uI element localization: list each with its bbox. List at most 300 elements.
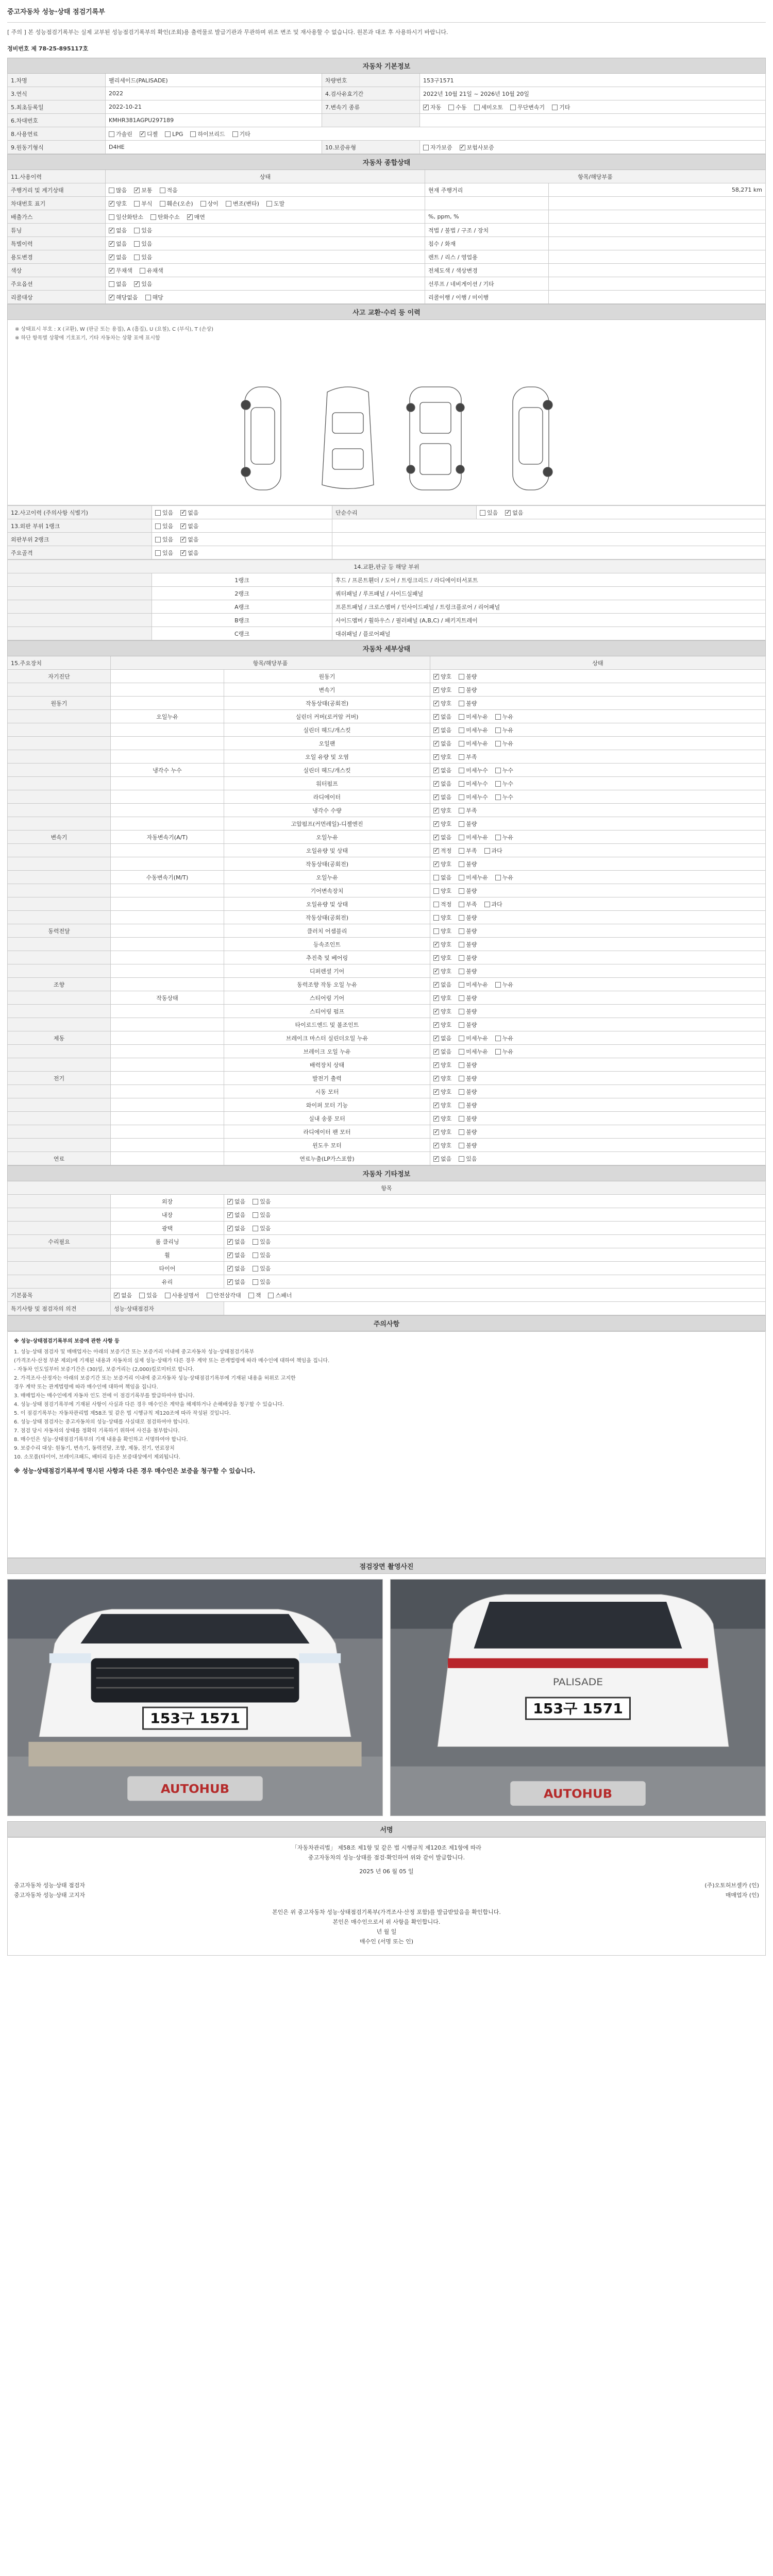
option-1[interactable]	[459, 1061, 477, 1069]
checkbox-icon[interactable]	[433, 674, 439, 680]
checkbox-icon[interactable]	[433, 835, 439, 840]
checkbox-icon[interactable]	[109, 228, 114, 233]
checkbox-icon[interactable]	[459, 1049, 464, 1055]
checkbox-icon[interactable]	[433, 982, 439, 988]
option-0[interactable]	[433, 873, 451, 882]
option-1[interactable]	[459, 860, 477, 868]
option-1[interactable]	[253, 1224, 271, 1232]
option-0[interactable]	[433, 1007, 451, 1015]
option-2[interactable]	[484, 846, 502, 855]
option-1[interactable]	[459, 1047, 488, 1056]
checkbox-icon[interactable]	[165, 1293, 171, 1298]
option-1[interactable]	[459, 1034, 488, 1042]
option-0[interactable]	[433, 793, 451, 801]
checkbox-icon[interactable]	[180, 510, 186, 516]
checkbox-icon[interactable]	[495, 714, 501, 720]
option-3[interactable]	[200, 199, 219, 208]
option-0[interactable]	[433, 1114, 451, 1123]
checkbox-icon[interactable]	[459, 995, 464, 1001]
option-0[interactable]	[109, 293, 138, 301]
option-1[interactable]	[459, 940, 477, 948]
option-0[interactable]	[433, 967, 451, 975]
option-1[interactable]	[459, 913, 477, 922]
checkbox-icon[interactable]	[459, 928, 464, 934]
checkbox-icon[interactable]	[227, 1266, 233, 1272]
option-1[interactable]	[134, 199, 152, 208]
checkbox-icon[interactable]	[510, 105, 516, 110]
checkbox-icon[interactable]	[433, 1116, 439, 1122]
checkbox-icon[interactable]	[459, 821, 464, 827]
checkbox-icon[interactable]	[114, 1293, 120, 1298]
checkbox-icon[interactable]	[433, 1049, 439, 1055]
option-0[interactable]	[433, 726, 451, 734]
option-5[interactable]	[268, 1291, 292, 1299]
option-0[interactable]	[227, 1251, 245, 1259]
checkbox-icon[interactable]	[433, 955, 439, 961]
checkbox-icon[interactable]	[226, 201, 231, 207]
option-0[interactable]	[433, 699, 451, 707]
checkbox-icon[interactable]	[268, 1293, 274, 1298]
checkbox-icon[interactable]	[134, 255, 140, 260]
checkbox-icon[interactable]	[433, 1089, 439, 1095]
option-0[interactable]	[227, 1211, 245, 1219]
option-1[interactable]	[459, 1074, 477, 1082]
checkbox-icon[interactable]	[433, 808, 439, 814]
checkbox-icon[interactable]	[459, 687, 464, 693]
option-2[interactable]	[160, 199, 193, 208]
checkbox-icon[interactable]	[253, 1266, 258, 1272]
option-1[interactable]	[253, 1264, 271, 1273]
option-4[interactable]	[226, 199, 259, 208]
checkbox-icon[interactable]	[109, 131, 114, 137]
checkbox-icon[interactable]	[459, 969, 464, 974]
option-2[interactable]	[484, 900, 502, 908]
option-1[interactable]	[459, 980, 488, 989]
checkbox-icon[interactable]	[495, 741, 501, 747]
checkbox-icon[interactable]	[433, 848, 439, 854]
checkbox-icon[interactable]	[227, 1199, 233, 1205]
checkbox-icon[interactable]	[140, 131, 145, 137]
option-0[interactable]	[423, 103, 441, 111]
option-0[interactable]	[433, 1128, 451, 1136]
option-1[interactable]	[139, 1291, 157, 1299]
checkbox-icon[interactable]	[459, 1156, 464, 1162]
option-0[interactable]	[433, 833, 451, 841]
checkbox-icon[interactable]	[484, 902, 490, 907]
option-0[interactable]	[109, 253, 127, 261]
option-1[interactable]	[134, 226, 152, 234]
option-0[interactable]	[227, 1197, 245, 1206]
checkbox-icon[interactable]	[459, 1129, 464, 1135]
option-0[interactable]	[109, 280, 127, 288]
option-2[interactable]	[165, 131, 183, 138]
checkbox-icon[interactable]	[480, 510, 485, 516]
option-1[interactable]	[459, 967, 477, 975]
checkbox-icon[interactable]	[459, 1089, 464, 1095]
option-0[interactable]	[227, 1278, 245, 1286]
option-0[interactable]	[433, 672, 451, 681]
checkbox-icon[interactable]	[459, 955, 464, 961]
option-0[interactable]	[433, 1088, 451, 1096]
option-1[interactable]	[459, 793, 488, 801]
checkbox-icon[interactable]	[459, 861, 464, 867]
option-1[interactable]	[180, 535, 198, 544]
checkbox-icon[interactable]	[109, 255, 114, 260]
checkbox-icon[interactable]	[433, 794, 439, 800]
checkbox-icon[interactable]	[433, 1022, 439, 1028]
option-1[interactable]	[459, 699, 477, 707]
checkbox-icon[interactable]	[139, 1293, 145, 1298]
option-0[interactable]	[433, 1141, 451, 1149]
checkbox-icon[interactable]	[207, 1293, 212, 1298]
checkbox-icon[interactable]	[474, 105, 480, 110]
option-1[interactable]	[459, 726, 488, 734]
checkbox-icon[interactable]	[227, 1252, 233, 1258]
checkbox-icon[interactable]	[266, 201, 272, 207]
option-1[interactable]	[459, 820, 477, 828]
option-0[interactable]	[433, 806, 451, 815]
option-1[interactable]	[180, 522, 198, 530]
checkbox-icon[interactable]	[134, 201, 140, 207]
checkbox-icon[interactable]	[150, 214, 156, 220]
checkbox-icon[interactable]	[227, 1226, 233, 1231]
checkbox-icon[interactable]	[253, 1212, 258, 1218]
checkbox-icon[interactable]	[433, 995, 439, 1001]
checkbox-icon[interactable]	[248, 1293, 254, 1298]
option-1[interactable]	[134, 280, 152, 288]
checkbox-icon[interactable]	[155, 550, 161, 556]
checkbox-icon[interactable]	[459, 741, 464, 747]
option-0[interactable]	[433, 739, 451, 748]
option-1[interactable]	[150, 213, 180, 221]
checkbox-icon[interactable]	[459, 1062, 464, 1068]
option-0[interactable]	[433, 1061, 451, 1069]
option-1[interactable]	[459, 1007, 477, 1015]
checkbox-icon[interactable]	[433, 915, 439, 921]
checkbox-icon[interactable]	[433, 861, 439, 867]
checkbox-icon[interactable]	[459, 1116, 464, 1122]
checkbox-icon[interactable]	[253, 1239, 258, 1245]
checkbox-icon[interactable]	[109, 188, 114, 193]
option-0[interactable]	[433, 913, 451, 922]
option-1[interactable]	[459, 753, 477, 761]
checkbox-icon[interactable]	[459, 982, 464, 988]
checkbox-icon[interactable]	[134, 188, 140, 193]
option-2[interactable]	[495, 1047, 513, 1056]
option-0[interactable]	[433, 766, 451, 774]
option-1[interactable]	[459, 954, 477, 962]
option-1[interactable]	[459, 779, 488, 788]
option-4[interactable]	[248, 1291, 261, 1299]
checkbox-icon[interactable]	[140, 268, 145, 274]
checkbox-icon[interactable]	[433, 821, 439, 827]
checkbox-icon[interactable]	[433, 1156, 439, 1162]
option-0[interactable]	[433, 686, 451, 694]
option-1[interactable]	[253, 1278, 271, 1286]
checkbox-icon[interactable]	[433, 701, 439, 706]
option-2[interactable]	[187, 213, 205, 221]
checkbox-icon[interactable]	[433, 1036, 439, 1041]
checkbox-icon[interactable]	[459, 701, 464, 706]
option-1[interactable]	[253, 1251, 271, 1259]
option-1[interactable]	[459, 1141, 477, 1149]
option-3[interactable]	[510, 103, 545, 111]
checkbox-icon[interactable]	[253, 1226, 258, 1231]
checkbox-icon[interactable]	[433, 714, 439, 720]
option-2[interactable]	[495, 739, 513, 748]
checkbox-icon[interactable]	[253, 1199, 258, 1205]
option-1[interactable]	[180, 509, 198, 517]
option-0[interactable]	[433, 954, 451, 962]
option-0[interactable]	[433, 887, 451, 895]
option-1[interactable]	[459, 1021, 477, 1029]
option-0[interactable]	[433, 1047, 451, 1056]
option-1[interactable]	[253, 1197, 271, 1206]
checkbox-icon[interactable]	[109, 295, 114, 300]
option-1[interactable]	[459, 766, 488, 774]
checkbox-icon[interactable]	[495, 1036, 501, 1041]
option-1[interactable]	[459, 686, 477, 694]
option-0[interactable]	[227, 1264, 245, 1273]
checkbox-icon[interactable]	[495, 835, 501, 840]
checkbox-icon[interactable]	[433, 781, 439, 787]
checkbox-icon[interactable]	[423, 105, 429, 110]
option-0[interactable]	[109, 266, 132, 275]
option-1[interactable]	[459, 806, 477, 815]
option-1[interactable]	[134, 240, 152, 248]
checkbox-icon[interactable]	[459, 875, 464, 880]
option-1[interactable]	[448, 103, 466, 111]
checkbox-icon[interactable]	[484, 848, 490, 854]
checkbox-icon[interactable]	[495, 727, 501, 733]
checkbox-icon[interactable]	[423, 145, 429, 150]
option-0[interactable]	[109, 130, 132, 138]
checkbox-icon[interactable]	[459, 1076, 464, 1081]
checkbox-icon[interactable]	[109, 201, 114, 207]
checkbox-icon[interactable]	[433, 1009, 439, 1014]
option-0[interactable]	[227, 1238, 245, 1246]
checkbox-icon[interactable]	[459, 808, 464, 814]
option-1[interactable]	[459, 739, 488, 748]
option-0[interactable]	[109, 186, 127, 194]
option-0[interactable]	[480, 509, 498, 517]
checkbox-icon[interactable]	[109, 214, 114, 220]
option-0[interactable]	[155, 535, 173, 544]
checkbox-icon[interactable]	[227, 1279, 233, 1285]
option-2[interactable]	[495, 1034, 513, 1042]
checkbox-icon[interactable]	[459, 1022, 464, 1028]
option-0[interactable]	[433, 1021, 451, 1029]
option-2[interactable]	[495, 793, 513, 801]
checkbox-icon[interactable]	[433, 1076, 439, 1081]
option-0[interactable]	[109, 199, 127, 208]
checkbox-icon[interactable]	[134, 241, 140, 247]
checkbox-icon[interactable]	[180, 523, 186, 529]
option-0[interactable]	[423, 143, 452, 151]
checkbox-icon[interactable]	[495, 875, 501, 880]
checkbox-icon[interactable]	[180, 537, 186, 543]
checkbox-icon[interactable]	[433, 741, 439, 747]
option-2[interactable]	[495, 713, 513, 721]
checkbox-icon[interactable]	[109, 281, 114, 287]
option-0[interactable]	[433, 980, 451, 989]
option-0[interactable]	[433, 1155, 451, 1163]
checkbox-icon[interactable]	[134, 228, 140, 233]
checkbox-icon[interactable]	[109, 268, 114, 274]
option-1[interactable]	[459, 833, 488, 841]
option-0[interactable]	[433, 900, 451, 908]
option-1[interactable]	[459, 1114, 477, 1123]
option-0[interactable]	[227, 1224, 245, 1232]
option-2[interactable]	[495, 833, 513, 841]
option-2[interactable]	[495, 779, 513, 788]
checkbox-icon[interactable]	[459, 727, 464, 733]
checkbox-icon[interactable]	[459, 835, 464, 840]
checkbox-icon[interactable]	[459, 1036, 464, 1041]
option-0[interactable]	[433, 820, 451, 828]
option-1[interactable]	[459, 887, 477, 895]
checkbox-icon[interactable]	[187, 214, 193, 220]
option-2[interactable]	[165, 1291, 199, 1299]
checkbox-icon[interactable]	[109, 241, 114, 247]
option-1[interactable]	[460, 143, 494, 151]
option-0[interactable]	[433, 779, 451, 788]
checkbox-icon[interactable]	[459, 714, 464, 720]
option-0[interactable]	[155, 509, 173, 517]
option-1[interactable]	[134, 186, 152, 194]
checkbox-icon[interactable]	[495, 781, 501, 787]
checkbox-icon[interactable]	[433, 969, 439, 974]
checkbox-icon[interactable]	[165, 131, 171, 137]
checkbox-icon[interactable]	[160, 201, 165, 207]
checkbox-icon[interactable]	[253, 1252, 258, 1258]
option-0[interactable]	[155, 522, 173, 530]
checkbox-icon[interactable]	[155, 523, 161, 529]
option-1[interactable]	[459, 873, 488, 882]
option-0[interactable]	[433, 753, 451, 761]
checkbox-icon[interactable]	[459, 888, 464, 894]
checkbox-icon[interactable]	[459, 768, 464, 773]
checkbox-icon[interactable]	[227, 1212, 233, 1218]
checkbox-icon[interactable]	[227, 1239, 233, 1245]
option-1[interactable]	[459, 672, 477, 681]
option-1[interactable]	[459, 1155, 477, 1163]
checkbox-icon[interactable]	[495, 982, 501, 988]
option-1[interactable]	[459, 1088, 477, 1096]
option-2[interactable]	[495, 726, 513, 734]
option-0[interactable]	[433, 940, 451, 948]
option-0[interactable]	[433, 860, 451, 868]
option-1[interactable]	[505, 509, 523, 517]
checkbox-icon[interactable]	[552, 105, 558, 110]
option-3[interactable]	[207, 1291, 241, 1299]
option-2[interactable]	[160, 186, 178, 194]
checkbox-icon[interactable]	[459, 902, 464, 907]
option-0[interactable]	[155, 549, 173, 557]
checkbox-icon[interactable]	[459, 1103, 464, 1108]
option-0[interactable]	[433, 1101, 451, 1109]
option-0[interactable]	[433, 994, 451, 1002]
option-0[interactable]	[433, 846, 451, 855]
option-0[interactable]	[433, 927, 451, 935]
checkbox-icon[interactable]	[460, 145, 465, 150]
checkbox-icon[interactable]	[459, 754, 464, 760]
checkbox-icon[interactable]	[155, 537, 161, 543]
option-1[interactable]	[134, 253, 152, 261]
option-1[interactable]	[459, 713, 488, 721]
checkbox-icon[interactable]	[160, 188, 165, 193]
option-1[interactable]	[459, 1128, 477, 1136]
checkbox-icon[interactable]	[459, 848, 464, 854]
checkbox-icon[interactable]	[433, 888, 439, 894]
checkbox-icon[interactable]	[495, 794, 501, 800]
option-0[interactable]	[114, 1291, 132, 1299]
checkbox-icon[interactable]	[459, 915, 464, 921]
checkbox-icon[interactable]	[448, 105, 454, 110]
checkbox-icon[interactable]	[155, 510, 161, 516]
checkbox-icon[interactable]	[495, 768, 501, 773]
checkbox-icon[interactable]	[253, 1279, 258, 1285]
option-0[interactable]	[433, 713, 451, 721]
option-1[interactable]	[459, 1101, 477, 1109]
checkbox-icon[interactable]	[145, 295, 151, 300]
checkbox-icon[interactable]	[433, 902, 439, 907]
checkbox-icon[interactable]	[433, 768, 439, 773]
checkbox-icon[interactable]	[495, 1049, 501, 1055]
checkbox-icon[interactable]	[459, 794, 464, 800]
option-0[interactable]	[109, 226, 127, 234]
checkbox-icon[interactable]	[459, 942, 464, 947]
checkbox-icon[interactable]	[232, 131, 238, 137]
option-1[interactable]	[459, 927, 477, 935]
checkbox-icon[interactable]	[433, 942, 439, 947]
checkbox-icon[interactable]	[459, 1009, 464, 1014]
checkbox-icon[interactable]	[459, 1143, 464, 1148]
option-0[interactable]	[433, 1074, 451, 1082]
option-1[interactable]	[140, 130, 158, 138]
option-1[interactable]	[253, 1211, 271, 1219]
checkbox-icon[interactable]	[134, 281, 140, 287]
option-4[interactable]	[552, 103, 570, 111]
option-1[interactable]	[140, 266, 163, 275]
checkbox-icon[interactable]	[433, 1103, 439, 1108]
option-1[interactable]	[180, 549, 198, 557]
checkbox-icon[interactable]	[433, 1129, 439, 1135]
checkbox-icon[interactable]	[433, 928, 439, 934]
checkbox-icon[interactable]	[190, 131, 196, 137]
option-1[interactable]	[459, 994, 477, 1002]
checkbox-icon[interactable]	[433, 1062, 439, 1068]
checkbox-icon[interactable]	[459, 674, 464, 680]
option-4[interactable]	[232, 130, 250, 138]
checkbox-icon[interactable]	[505, 510, 511, 516]
checkbox-icon[interactable]	[433, 687, 439, 693]
option-1[interactable]	[459, 846, 477, 855]
checkbox-icon[interactable]	[433, 754, 439, 760]
option-2[interactable]	[495, 873, 513, 882]
checkbox-icon[interactable]	[200, 201, 206, 207]
checkbox-icon[interactable]	[433, 875, 439, 880]
option-1[interactable]	[459, 900, 477, 908]
checkbox-icon[interactable]	[459, 781, 464, 787]
option-0[interactable]	[109, 213, 143, 221]
option-5[interactable]	[266, 199, 284, 208]
option-0[interactable]	[109, 240, 127, 248]
option-2[interactable]	[495, 766, 513, 774]
option-2[interactable]	[495, 980, 513, 989]
checkbox-icon[interactable]	[433, 1143, 439, 1148]
option-2[interactable]	[474, 103, 503, 111]
